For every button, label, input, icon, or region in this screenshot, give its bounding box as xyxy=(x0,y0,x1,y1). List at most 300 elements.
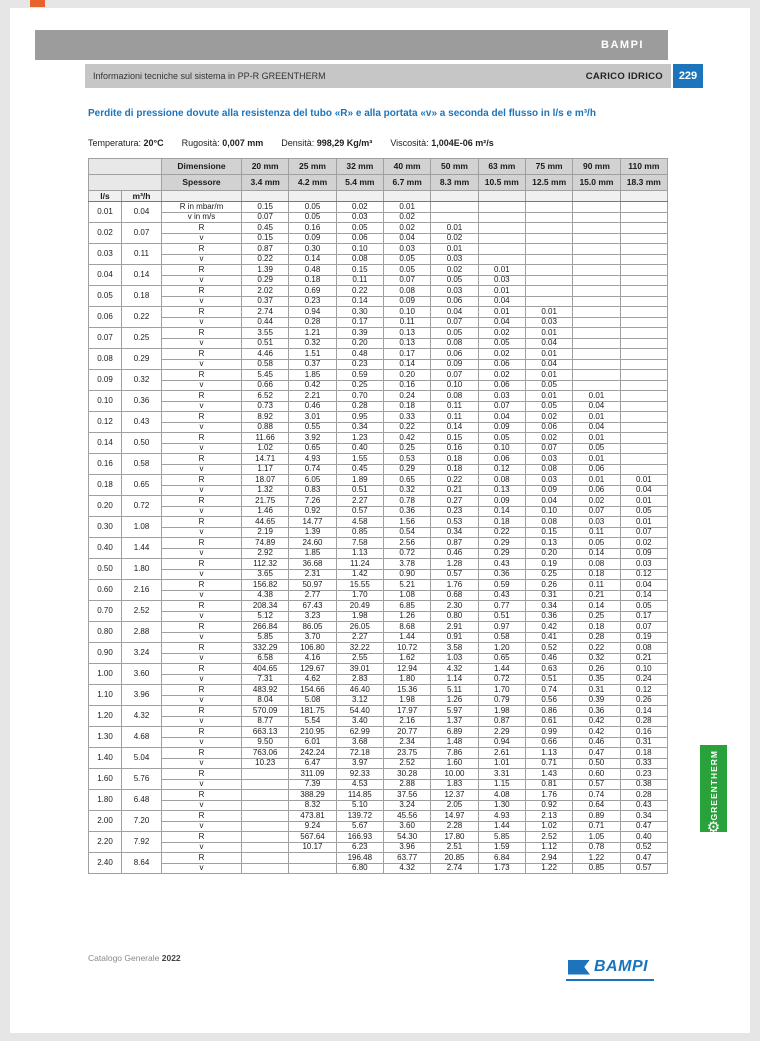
r-value-cell: 0.12 xyxy=(620,685,667,696)
row-label-v: v xyxy=(162,800,242,811)
r-value-cell: 0.01 xyxy=(383,202,430,213)
v-value-cell: 0.37 xyxy=(242,296,289,307)
diameter-header: 40 mm xyxy=(383,159,430,175)
row-label-v: v xyxy=(162,401,242,412)
r-value-cell: 0.27 xyxy=(431,496,478,507)
r-value-cell xyxy=(242,811,289,822)
v-value-cell: 8.77 xyxy=(242,716,289,727)
v-value-cell: 0.25 xyxy=(383,443,430,454)
r-value-cell: 20.49 xyxy=(336,601,383,612)
v-value-cell: 1.01 xyxy=(478,758,525,769)
v-value-cell: 0.03 xyxy=(478,275,525,286)
v-value-cell: 1.42 xyxy=(336,569,383,580)
r-value-cell xyxy=(289,853,336,864)
v-value-cell xyxy=(620,254,667,265)
v-value-cell: 2.05 xyxy=(431,800,478,811)
v-value-cell: 0.22 xyxy=(242,254,289,265)
v-value-cell: 0.04 xyxy=(478,317,525,328)
flow-m3h-cell: 2.88 xyxy=(122,622,162,643)
v-value-cell: 0.26 xyxy=(620,695,667,706)
row-label-v: v xyxy=(162,464,242,475)
flow-ls-cell: 2.40 xyxy=(89,853,122,874)
r-value-cell: 1.28 xyxy=(431,559,478,570)
row-label-r: R xyxy=(162,286,242,297)
flow-ls-cell: 0.60 xyxy=(89,580,122,601)
diameter-header: 110 mm xyxy=(620,159,667,175)
r-value-cell: 0.01 xyxy=(573,412,620,423)
row-label-v: v xyxy=(162,317,242,328)
r-value-cell: 0.01 xyxy=(478,307,525,318)
r-value-cell: 6.05 xyxy=(289,475,336,486)
r-value-cell: 36.68 xyxy=(289,559,336,570)
flow-m3h-cell: 6.48 xyxy=(122,790,162,811)
v-value-cell: 0.15 xyxy=(525,527,572,538)
row-label-r: R xyxy=(162,265,242,276)
r-value-cell: 196.48 xyxy=(336,853,383,864)
flow-ls-cell: 0.07 xyxy=(89,328,122,349)
units-spacer xyxy=(525,191,572,202)
v-value-cell: 0.35 xyxy=(573,674,620,685)
r-value-cell xyxy=(525,202,572,213)
v-value-cell: 0.04 xyxy=(383,233,430,244)
flow-ls-cell: 0.50 xyxy=(89,559,122,580)
r-value-cell: 62.99 xyxy=(336,727,383,738)
r-value-cell: 6.85 xyxy=(383,601,430,612)
flow-ls-cell: 0.05 xyxy=(89,286,122,307)
units-spacer xyxy=(478,191,525,202)
r-value-cell xyxy=(525,265,572,276)
v-value-cell: 0.10 xyxy=(525,506,572,517)
v-value-cell: 5.85 xyxy=(242,632,289,643)
v-value-cell: 0.72 xyxy=(383,548,430,559)
top-brand-bar xyxy=(35,30,668,60)
v-value-cell: 0.22 xyxy=(383,422,430,433)
v-value-cell: 2.51 xyxy=(431,842,478,853)
section-category: CARICO IDRICO xyxy=(585,70,663,82)
flow-ls-cell: 0.10 xyxy=(89,391,122,412)
v-value-cell: 0.57 xyxy=(431,569,478,580)
row-label-v: v xyxy=(162,506,242,517)
v-value-cell: 0.81 xyxy=(525,779,572,790)
v-value-cell: 0.14 xyxy=(478,506,525,517)
r-value-cell: 0.03 xyxy=(573,517,620,528)
r-value-cell: 1.98 xyxy=(478,706,525,717)
diameter-header: 32 mm xyxy=(336,159,383,175)
r-value-cell: 0.47 xyxy=(620,853,667,864)
flow-ls-cell: 2.20 xyxy=(89,832,122,853)
r-value-cell: 0.01 xyxy=(478,286,525,297)
r-value-cell: 2.56 xyxy=(383,538,430,549)
r-value-cell xyxy=(431,202,478,213)
row-label-v: v xyxy=(162,296,242,307)
row-label-r: R xyxy=(162,475,242,486)
v-value-cell: 0.10 xyxy=(431,380,478,391)
r-value-cell: 0.30 xyxy=(336,307,383,318)
r-value-cell: 2.52 xyxy=(525,832,572,843)
v-value-cell: 1.17 xyxy=(242,464,289,475)
r-value-cell: 0.42 xyxy=(573,727,620,738)
v-value-cell: 0.08 xyxy=(525,464,572,475)
r-value-cell: 208.34 xyxy=(242,601,289,612)
flow-ls-cell: 0.20 xyxy=(89,496,122,517)
thickness-header: 12.5 mm xyxy=(525,175,572,191)
table-body xyxy=(89,202,668,874)
v-value-cell: 0.06 xyxy=(525,422,572,433)
r-value-cell: 67.43 xyxy=(289,601,336,612)
flow-ls-cell: 0.18 xyxy=(89,475,122,496)
row-label-v: v xyxy=(162,611,242,622)
v-value-cell xyxy=(620,359,667,370)
v-value-cell: 0.02 xyxy=(431,233,478,244)
v-value-cell: 0.66 xyxy=(525,737,572,748)
v-value-cell: 0.15 xyxy=(242,233,289,244)
section-header-bar xyxy=(85,64,671,88)
r-value-cell: 0.87 xyxy=(431,538,478,549)
row-label-v: v xyxy=(162,275,242,286)
r-value-cell: 3.92 xyxy=(289,433,336,444)
v-value-cell: 0.78 xyxy=(573,842,620,853)
r-value-cell: 0.48 xyxy=(336,349,383,360)
v-value-cell: 4.62 xyxy=(289,674,336,685)
v-value-cell xyxy=(620,338,667,349)
r-value-cell: 8.68 xyxy=(383,622,430,633)
flow-ls-cell: 0.04 xyxy=(89,265,122,286)
r-value-cell: 20.77 xyxy=(383,727,430,738)
v-value-cell: 0.56 xyxy=(525,695,572,706)
v-value-cell: 0.51 xyxy=(242,338,289,349)
r-value-cell: 30.28 xyxy=(383,769,430,780)
flow-ls-cell: 0.08 xyxy=(89,349,122,370)
v-value-cell: 0.13 xyxy=(478,485,525,496)
r-value-cell: 156.82 xyxy=(242,580,289,591)
v-value-cell: 0.20 xyxy=(525,548,572,559)
v-value-cell: 1.37 xyxy=(431,716,478,727)
r-value-cell: 0.29 xyxy=(478,538,525,549)
r-value-cell: 0.05 xyxy=(336,223,383,234)
r-value-cell xyxy=(573,328,620,339)
r-value-cell: 0.40 xyxy=(620,832,667,843)
r-value-cell: 14.71 xyxy=(242,454,289,465)
r-value-cell: 0.28 xyxy=(620,790,667,801)
v-value-cell: 0.05 xyxy=(478,338,525,349)
r-value-cell: 1.76 xyxy=(431,580,478,591)
v-value-cell xyxy=(620,275,667,286)
r-value-cell: 0.01 xyxy=(525,370,572,381)
v-value-cell: 8.32 xyxy=(289,800,336,811)
r-value-cell: 0.01 xyxy=(525,391,572,402)
v-value-cell: 0.03 xyxy=(431,254,478,265)
r-value-cell: 0.10 xyxy=(383,307,430,318)
v-value-cell: 0.29 xyxy=(478,548,525,559)
r-value-cell: 0.26 xyxy=(525,580,572,591)
v-value-cell: 0.07 xyxy=(478,401,525,412)
r-value-cell: 5.45 xyxy=(242,370,289,381)
v-value-cell: 0.33 xyxy=(620,758,667,769)
r-value-cell: 6.84 xyxy=(478,853,525,864)
v-value-cell: 0.72 xyxy=(478,674,525,685)
v-value-cell: 0.50 xyxy=(573,758,620,769)
v-value-cell xyxy=(525,296,572,307)
row-label-r: R xyxy=(162,496,242,507)
r-value-cell: 0.04 xyxy=(478,412,525,423)
v-value-cell xyxy=(573,380,620,391)
row-label-v: v xyxy=(162,779,242,790)
v-value-cell: 0.04 xyxy=(525,359,572,370)
table-corner xyxy=(89,159,162,175)
units-spacer xyxy=(336,191,383,202)
r-value-cell: 37.56 xyxy=(383,790,430,801)
r-value-cell: 0.10 xyxy=(620,664,667,675)
r-value-cell: 0.77 xyxy=(478,601,525,612)
flow-ls-cell: 0.80 xyxy=(89,622,122,643)
r-value-cell: 0.03 xyxy=(431,286,478,297)
flow-m3h-cell: 3.96 xyxy=(122,685,162,706)
r-value-cell: 0.43 xyxy=(478,559,525,570)
v-value-cell: 1.73 xyxy=(478,863,525,874)
flow-ls-cell: 1.80 xyxy=(89,790,122,811)
r-value-cell: 473.81 xyxy=(289,811,336,822)
r-value-cell: 2.21 xyxy=(289,391,336,402)
thickness-header: 18.3 mm xyxy=(620,175,667,191)
flow-ls-cell: 1.20 xyxy=(89,706,122,727)
thickness-header: 10.5 mm xyxy=(478,175,525,191)
parameter-density: Densità: 998,29 Kg/m³ xyxy=(281,138,373,148)
r-value-cell: 2.29 xyxy=(478,727,525,738)
v-value-cell: 0.07 xyxy=(383,275,430,286)
bampi-logo-text: BAMPI xyxy=(594,958,649,975)
r-value-cell: 0.02 xyxy=(573,496,620,507)
r-value-cell: 0.95 xyxy=(336,412,383,423)
v-value-cell: 0.05 xyxy=(525,380,572,391)
v-value-cell: 1.80 xyxy=(383,674,430,685)
v-value-cell: 0.18 xyxy=(431,464,478,475)
v-value-cell: 2.77 xyxy=(289,590,336,601)
flow-ls-cell: 1.30 xyxy=(89,727,122,748)
r-value-cell: 0.03 xyxy=(525,475,572,486)
table-corner xyxy=(89,175,162,191)
page-title: Perdite di pressione dovute alla resistenza del tubo «R» e alla portata «v» a seconda del flusso in l/s e m³/h xyxy=(88,108,596,119)
v-value-cell: 7.39 xyxy=(289,779,336,790)
v-value-cell: 1.60 xyxy=(431,758,478,769)
r-value-cell: 0.20 xyxy=(383,370,430,381)
v-value-cell: 1.48 xyxy=(431,737,478,748)
r-value-cell: 0.15 xyxy=(336,265,383,276)
r-value-cell: 0.30 xyxy=(289,244,336,255)
v-value-cell: 2.34 xyxy=(383,737,430,748)
r-value-cell xyxy=(620,223,667,234)
v-value-cell xyxy=(525,254,572,265)
v-value-cell: 5.54 xyxy=(289,716,336,727)
footer-catalog-text: Catalogo Generale 2022 xyxy=(88,953,181,963)
v-value-cell: 0.43 xyxy=(478,590,525,601)
r-value-cell xyxy=(242,853,289,864)
v-value-cell: 0.58 xyxy=(478,632,525,643)
r-value-cell: 0.97 xyxy=(478,622,525,633)
v-value-cell: 0.09 xyxy=(383,296,430,307)
r-value-cell: 0.59 xyxy=(478,580,525,591)
flow-ls-cell: 0.01 xyxy=(89,202,122,223)
r-value-cell: 0.11 xyxy=(573,580,620,591)
row-label-r: R xyxy=(162,349,242,360)
row-label-r: R xyxy=(162,244,242,255)
v-value-cell: 1.22 xyxy=(525,863,572,874)
r-value-cell: 1.23 xyxy=(336,433,383,444)
bampi-logo xyxy=(566,958,654,981)
flow-ls-cell: 1.40 xyxy=(89,748,122,769)
r-value-cell: 6.89 xyxy=(431,727,478,738)
r-value-cell: 0.16 xyxy=(289,223,336,234)
r-value-cell xyxy=(573,244,620,255)
r-value-cell: 0.15 xyxy=(242,202,289,213)
r-value-cell: 0.03 xyxy=(620,559,667,570)
v-value-cell: 0.92 xyxy=(289,506,336,517)
v-value-cell xyxy=(478,212,525,223)
flow-ls-cell: 0.70 xyxy=(89,601,122,622)
r-value-cell: 63.77 xyxy=(383,853,430,864)
r-value-cell: 3.55 xyxy=(242,328,289,339)
v-value-cell: 3.12 xyxy=(336,695,383,706)
v-value-cell xyxy=(289,863,336,874)
r-value-cell: 72.18 xyxy=(336,748,383,759)
r-value-cell: 4.58 xyxy=(336,517,383,528)
row-label-r: R xyxy=(162,307,242,318)
r-value-cell: 0.01 xyxy=(478,265,525,276)
flow-ls-header: l/s xyxy=(89,191,122,202)
v-value-cell: 0.21 xyxy=(573,590,620,601)
v-value-cell xyxy=(525,275,572,286)
v-value-cell: 0.21 xyxy=(431,485,478,496)
v-value-cell: 0.79 xyxy=(478,695,525,706)
v-value-cell: 0.38 xyxy=(620,779,667,790)
flow-ls-cell: 1.60 xyxy=(89,769,122,790)
r-value-cell: 0.22 xyxy=(336,286,383,297)
v-value-cell: 3.68 xyxy=(336,737,383,748)
r-value-cell: 20.85 xyxy=(431,853,478,864)
v-value-cell: 0.05 xyxy=(525,401,572,412)
r-value-cell xyxy=(573,349,620,360)
row-label-v: v xyxy=(162,821,242,832)
r-value-cell: 0.08 xyxy=(525,517,572,528)
r-value-cell: 0.59 xyxy=(336,370,383,381)
r-value-cell: 7.26 xyxy=(289,496,336,507)
r-value-cell: 1.85 xyxy=(289,370,336,381)
v-value-cell: 1.39 xyxy=(289,527,336,538)
v-value-cell: 0.32 xyxy=(383,485,430,496)
v-value-cell: 0.37 xyxy=(289,359,336,370)
v-value-cell: 4.16 xyxy=(289,653,336,664)
r-value-cell: 0.24 xyxy=(383,391,430,402)
v-value-cell: 0.06 xyxy=(431,296,478,307)
v-value-cell: 4.32 xyxy=(383,863,430,874)
v-value-cell xyxy=(573,338,620,349)
r-value-cell: 0.74 xyxy=(573,790,620,801)
row-label-v: v xyxy=(162,359,242,370)
v-value-cell xyxy=(242,863,289,874)
v-value-cell: 0.02 xyxy=(383,212,430,223)
v-value-cell: 0.06 xyxy=(478,380,525,391)
v-value-cell: 0.46 xyxy=(431,548,478,559)
v-value-cell xyxy=(525,233,572,244)
r-value-cell: 2.27 xyxy=(336,496,383,507)
r-value-cell: 0.01 xyxy=(573,454,620,465)
row-label-v: v xyxy=(162,548,242,559)
flow-m3h-cell: 7.20 xyxy=(122,811,162,832)
r-value-cell: 4.46 xyxy=(242,349,289,360)
v-value-cell: 0.06 xyxy=(573,464,620,475)
r-value-cell: 106.80 xyxy=(289,643,336,654)
v-value-cell: 4.53 xyxy=(336,779,383,790)
row-label-v: v in m/s xyxy=(162,212,242,223)
flow-m3h-cell: 0.43 xyxy=(122,412,162,433)
v-value-cell: 0.05 xyxy=(573,443,620,454)
v-value-cell: 0.12 xyxy=(478,464,525,475)
parameter-roughness: Rugosità: 0,007 mm xyxy=(181,138,264,148)
r-value-cell: 0.01 xyxy=(525,349,572,360)
units-spacer xyxy=(289,191,336,202)
flow-ls-cell: 0.12 xyxy=(89,412,122,433)
v-value-cell xyxy=(620,317,667,328)
v-value-cell: 0.55 xyxy=(289,422,336,433)
v-value-cell: 8.04 xyxy=(242,695,289,706)
r-value-cell: 1.43 xyxy=(525,769,572,780)
r-value-cell xyxy=(620,202,667,213)
flow-m3h-cell: 7.92 xyxy=(122,832,162,853)
v-value-cell: 3.65 xyxy=(242,569,289,580)
v-value-cell xyxy=(573,233,620,244)
v-value-cell: 0.57 xyxy=(620,863,667,874)
greentherm-side-tab xyxy=(700,745,727,837)
row-label-r: R xyxy=(162,559,242,570)
v-value-cell: 0.42 xyxy=(573,716,620,727)
row-label-r: R xyxy=(162,622,242,633)
v-value-cell: 10.17 xyxy=(289,842,336,853)
row-label-v: v xyxy=(162,737,242,748)
row-label-r: R xyxy=(162,727,242,738)
v-value-cell: 0.54 xyxy=(383,527,430,538)
flow-ls-cell: 0.03 xyxy=(89,244,122,265)
row-label-v: v xyxy=(162,443,242,454)
r-value-cell: 0.70 xyxy=(336,391,383,402)
row-label-v: v xyxy=(162,254,242,265)
v-value-cell xyxy=(242,779,289,790)
flow-ls-cell: 1.10 xyxy=(89,685,122,706)
r-value-cell: 0.19 xyxy=(525,559,572,570)
v-value-cell: 1.44 xyxy=(383,632,430,643)
v-value-cell: 0.07 xyxy=(431,317,478,328)
r-value-cell: 92.33 xyxy=(336,769,383,780)
row-label-v: v xyxy=(162,758,242,769)
r-value-cell: 0.14 xyxy=(620,706,667,717)
flow-ls-cell: 0.02 xyxy=(89,223,122,244)
v-value-cell: 1.59 xyxy=(478,842,525,853)
v-value-cell: 0.19 xyxy=(620,632,667,643)
flow-m3h-cell: 0.11 xyxy=(122,244,162,265)
v-value-cell: 0.07 xyxy=(573,506,620,517)
brand-text: BAMPI xyxy=(601,39,644,51)
v-value-cell: 0.28 xyxy=(573,632,620,643)
v-value-cell: 1.70 xyxy=(336,590,383,601)
v-value-cell: 6.23 xyxy=(336,842,383,853)
v-value-cell: 10.23 xyxy=(242,758,289,769)
row-label-v: v xyxy=(162,422,242,433)
r-value-cell: 0.74 xyxy=(525,685,572,696)
r-value-cell: 0.53 xyxy=(383,454,430,465)
v-value-cell: 0.09 xyxy=(620,548,667,559)
row-label-r: R xyxy=(162,832,242,843)
r-value-cell: 483.92 xyxy=(242,685,289,696)
v-value-cell: 0.25 xyxy=(336,380,383,391)
v-value-cell: 0.04 xyxy=(620,485,667,496)
